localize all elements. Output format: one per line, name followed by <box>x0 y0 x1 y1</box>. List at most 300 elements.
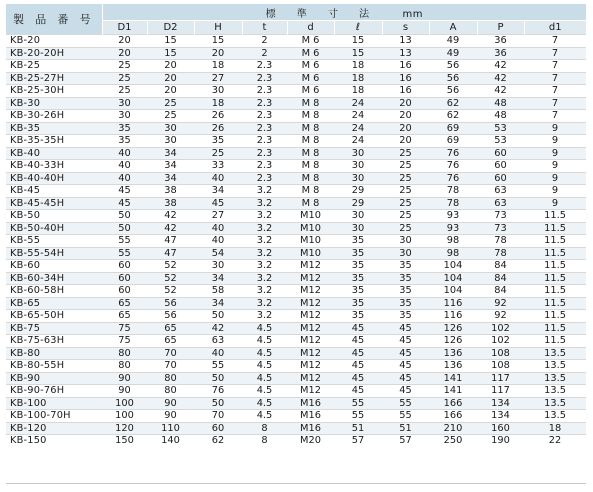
table-row <box>6 397 586 410</box>
dimension-cell: 13.5 <box>524 410 586 423</box>
dimension-cell: 48 <box>477 110 524 123</box>
table-row <box>6 185 586 198</box>
dimension-cell: 4.5 <box>242 385 287 398</box>
dimension-cell: 8 <box>242 422 287 435</box>
dimension-cell: 49 <box>429 35 477 48</box>
dimension-cell: 78 <box>477 247 524 260</box>
dimension-cell: 62 <box>429 110 477 123</box>
dimension-cell: 15 <box>194 35 242 48</box>
dimension-cell: 35 <box>334 235 382 248</box>
dimension-cell: 136 <box>429 347 477 360</box>
dimension-cell: 42 <box>147 222 194 235</box>
dimension-cell: 120 <box>102 422 147 435</box>
dimension-cell: 2.3 <box>242 72 287 85</box>
col-header-h: H <box>194 21 242 35</box>
dimension-cell: 45 <box>334 385 382 398</box>
table-row <box>6 335 586 348</box>
dimension-cell: M16 <box>287 410 334 423</box>
dimension-cell: 50 <box>102 210 147 223</box>
col-header-d2: D2 <box>147 21 194 35</box>
dimension-cell: 20 <box>147 60 194 73</box>
dimension-cell: 45 <box>382 335 429 348</box>
table-row <box>6 310 586 323</box>
table-row <box>6 97 586 110</box>
dimension-cell: 13.5 <box>524 385 586 398</box>
table-row <box>6 435 586 447</box>
dimension-cell: 15 <box>147 35 194 48</box>
dimension-cell: 126 <box>429 335 477 348</box>
standard-dims-label: 標 準 寸 法 <box>265 8 379 20</box>
dimension-cell: 9 <box>524 160 586 173</box>
dimension-cell: 11.5 <box>524 272 586 285</box>
dimension-cell: 56 <box>429 85 477 98</box>
dimension-cell: 63 <box>194 335 242 348</box>
unit-label: mm <box>402 8 423 20</box>
dimension-cell: 98 <box>429 247 477 260</box>
dimension-cell: 35 <box>382 297 429 310</box>
dimension-cell: 2.3 <box>242 60 287 73</box>
product-number-cell: KB-45 <box>6 185 102 198</box>
dimension-cell: 102 <box>477 322 524 335</box>
dimension-cell: 100 <box>102 397 147 410</box>
dimension-cell: 9 <box>524 135 586 148</box>
product-number-cell: KB-75-63H <box>6 335 102 348</box>
dimension-cell: 42 <box>477 85 524 98</box>
product-number-cell: KB-30 <box>6 97 102 110</box>
dimension-cell: 4.5 <box>242 397 287 410</box>
dimension-cell: 4.5 <box>242 322 287 335</box>
dimension-cell: M12 <box>287 360 334 373</box>
dimension-cell: 166 <box>429 410 477 423</box>
dimension-cell: M20 <box>287 435 334 447</box>
product-number-cell: KB-35-35H <box>6 135 102 148</box>
dimension-cell: 30 <box>334 160 382 173</box>
dimension-cell: 49 <box>429 47 477 60</box>
dimension-cell: 70 <box>147 347 194 360</box>
dimension-cell: 108 <box>477 360 524 373</box>
dimension-cell: 25 <box>382 172 429 185</box>
dimension-cell: 76 <box>429 147 477 160</box>
dimension-cell: 25 <box>194 147 242 160</box>
dimension-cell: 36 <box>477 47 524 60</box>
dimension-cell: 29 <box>334 185 382 198</box>
dimension-cell: 54 <box>194 247 242 260</box>
dimension-cell: 30 <box>334 210 382 223</box>
dimension-cell: 117 <box>477 372 524 385</box>
dimension-cell: 30 <box>334 172 382 185</box>
dimension-cell: 9 <box>524 185 586 198</box>
spec-table <box>6 4 586 447</box>
dimension-cell: 100 <box>102 410 147 423</box>
dimension-cell: 35 <box>334 297 382 310</box>
dimension-cell: 93 <box>429 222 477 235</box>
dimension-cell: 2.3 <box>242 85 287 98</box>
dimension-cell: 52 <box>147 285 194 298</box>
dimension-cell: 45 <box>194 197 242 210</box>
dimension-cell: 80 <box>102 360 147 373</box>
dimension-cell: 24 <box>334 97 382 110</box>
dimension-cell: 11.5 <box>524 222 586 235</box>
table-row <box>6 160 586 173</box>
dimension-cell: 30 <box>194 260 242 273</box>
dimension-cell: 30 <box>102 110 147 123</box>
product-number-cell: KB-40-40H <box>6 172 102 185</box>
dimension-cell: 42 <box>194 322 242 335</box>
dimension-cell: 13 <box>382 47 429 60</box>
dimension-cell: 126 <box>429 322 477 335</box>
dimension-cell: 55 <box>382 397 429 410</box>
dimension-cell: 9 <box>524 147 586 160</box>
dimension-cell: 9 <box>524 197 586 210</box>
table-row <box>6 285 586 298</box>
dimension-cell: 24 <box>334 122 382 135</box>
dimension-cell: 76 <box>194 385 242 398</box>
table-row <box>6 85 586 98</box>
dimension-cell: 57 <box>382 435 429 447</box>
dimension-cell: 45 <box>334 347 382 360</box>
dimension-cell: 30 <box>102 97 147 110</box>
dimension-cell: 63 <box>477 197 524 210</box>
dimension-cell: 56 <box>429 60 477 73</box>
dimension-cell: 56 <box>147 297 194 310</box>
dimension-cell: 92 <box>477 297 524 310</box>
dimension-cell: 102 <box>477 335 524 348</box>
dimension-cell: 250 <box>429 435 477 447</box>
dimension-cell: 26 <box>194 122 242 135</box>
dimension-cell: 34 <box>147 172 194 185</box>
dimension-cell: M10 <box>287 235 334 248</box>
dimension-cell: 25 <box>147 97 194 110</box>
dimension-cell: 7 <box>524 35 586 48</box>
dimension-cell: 58 <box>194 285 242 298</box>
dimension-cell: 60 <box>477 172 524 185</box>
dimension-cell: 60 <box>477 160 524 173</box>
dimension-cell: 2.3 <box>242 122 287 135</box>
dimension-cell: M 8 <box>287 147 334 160</box>
dimension-cell: 62 <box>429 97 477 110</box>
dimension-cell: 20 <box>194 47 242 60</box>
dimension-cell: 25 <box>102 72 147 85</box>
dimension-cell: 56 <box>147 310 194 323</box>
col-header-d1-small: d1 <box>524 21 586 35</box>
dimension-cell: 11.5 <box>524 335 586 348</box>
dimension-cell: 47 <box>147 235 194 248</box>
dimension-cell: 150 <box>102 435 147 447</box>
dimension-cell: 45 <box>102 197 147 210</box>
dimension-cell: M16 <box>287 397 334 410</box>
dimension-cell: 40 <box>102 160 147 173</box>
dimension-cell: 60 <box>102 260 147 273</box>
dimension-cell: 7 <box>524 97 586 110</box>
dimension-cell: 40 <box>194 347 242 360</box>
dimension-cell: 7 <box>524 110 586 123</box>
dimension-cell: 30 <box>194 85 242 98</box>
dimension-cell: 76 <box>429 160 477 173</box>
table-row <box>6 410 586 423</box>
dimension-cell: 134 <box>477 410 524 423</box>
dimension-cell: 18 <box>334 72 382 85</box>
table-row <box>6 110 586 123</box>
header-row-top <box>6 4 586 21</box>
dimension-cell: 27 <box>194 72 242 85</box>
dimension-cell: 55 <box>382 410 429 423</box>
dimension-cell: 22 <box>524 435 586 447</box>
table-row <box>6 297 586 310</box>
dimension-cell: 2.3 <box>242 160 287 173</box>
dimension-cell: 84 <box>477 260 524 273</box>
dimension-cell: 20 <box>382 135 429 148</box>
dimension-cell: M 6 <box>287 47 334 60</box>
dimension-cell: 35 <box>334 310 382 323</box>
dimension-cell: M 8 <box>287 172 334 185</box>
dimension-cell: 24 <box>334 135 382 148</box>
dimension-cell: M 6 <box>287 85 334 98</box>
dimension-cell: 18 <box>194 97 242 110</box>
dimension-cell: 2.3 <box>242 147 287 160</box>
dimension-cell: 25 <box>102 85 147 98</box>
product-number-cell: KB-65 <box>6 297 102 310</box>
dimension-cell: 9 <box>524 122 586 135</box>
dimension-cell: 84 <box>477 285 524 298</box>
dimension-cell: 20 <box>147 72 194 85</box>
dimension-cell: 13.5 <box>524 372 586 385</box>
dimension-cell: 30 <box>382 235 429 248</box>
dimension-cell: M 8 <box>287 185 334 198</box>
dimension-cell: M12 <box>287 285 334 298</box>
col-header-d: d <box>287 21 334 35</box>
col-header-d1: D1 <box>102 21 147 35</box>
dimension-cell: M10 <box>287 222 334 235</box>
dimension-cell: 65 <box>147 322 194 335</box>
dimension-cell: 30 <box>334 222 382 235</box>
table-row <box>6 322 586 335</box>
dimension-cell: 136 <box>429 360 477 373</box>
dimension-cell: 42 <box>477 60 524 73</box>
dimension-cell: 53 <box>477 122 524 135</box>
dimension-cell: 30 <box>147 135 194 148</box>
dimension-cell: 20 <box>147 85 194 98</box>
dimension-cell: 75 <box>102 322 147 335</box>
dimension-cell: 3.2 <box>242 297 287 310</box>
table-row <box>6 360 586 373</box>
table-row <box>6 235 586 248</box>
product-number-cell: KB-80 <box>6 347 102 360</box>
product-number-cell: KB-55-54H <box>6 247 102 260</box>
product-number-cell: KB-40 <box>6 147 102 160</box>
table-row <box>6 35 586 48</box>
dimension-cell: 45 <box>382 385 429 398</box>
dimension-cell: 40 <box>102 172 147 185</box>
dimension-cell: 11.5 <box>524 310 586 323</box>
table-row <box>6 72 586 85</box>
dimension-cell: 45 <box>334 335 382 348</box>
dimension-cell: 190 <box>477 435 524 447</box>
dimension-cell: 11.5 <box>524 260 586 273</box>
dimension-cell: 27 <box>194 210 242 223</box>
dimension-cell: 45 <box>382 347 429 360</box>
product-number-cell: KB-60-58H <box>6 285 102 298</box>
table-row <box>6 260 586 273</box>
dimension-cell: 13.5 <box>524 360 586 373</box>
dimension-cell: 11.5 <box>524 235 586 248</box>
dimension-cell: 3.2 <box>242 210 287 223</box>
dimension-cell: M12 <box>287 260 334 273</box>
dimension-cell: M16 <box>287 422 334 435</box>
dimension-cell: 55 <box>102 247 147 260</box>
dimension-cell: 60 <box>477 147 524 160</box>
dimension-cell: 116 <box>429 297 477 310</box>
dimension-cell: 18 <box>334 60 382 73</box>
dimension-cell: 104 <box>429 260 477 273</box>
dimension-cell: 65 <box>102 297 147 310</box>
dimension-cell: 40 <box>102 147 147 160</box>
dimension-cell: 35 <box>334 247 382 260</box>
dimension-cell: 141 <box>429 385 477 398</box>
dimension-cell: 2.3 <box>242 172 287 185</box>
product-number-cell: KB-60 <box>6 260 102 273</box>
dimension-cell: M12 <box>287 272 334 285</box>
dimension-cell: 47 <box>147 247 194 260</box>
dimension-cell: 3.2 <box>242 310 287 323</box>
dimension-cell: 13 <box>382 35 429 48</box>
dimension-cell: 48 <box>477 97 524 110</box>
dimension-cell: 160 <box>477 422 524 435</box>
dimension-cell: 90 <box>147 397 194 410</box>
product-number-cell: KB-55 <box>6 235 102 248</box>
dimension-cell: M 8 <box>287 110 334 123</box>
dimension-cell: 98 <box>429 235 477 248</box>
dimension-cell: 7 <box>524 85 586 98</box>
product-number-cell: KB-90-76H <box>6 385 102 398</box>
dimension-cell: 3.2 <box>242 222 287 235</box>
dimension-cell: 34 <box>194 297 242 310</box>
dimension-cell: 80 <box>147 385 194 398</box>
table-bottom-rule <box>6 483 586 484</box>
dimension-cell: M 6 <box>287 72 334 85</box>
product-number-cell: KB-25 <box>6 60 102 73</box>
product-number-cell: KB-50-40H <box>6 222 102 235</box>
dimension-cell: 166 <box>429 397 477 410</box>
dimension-cell: 40 <box>194 235 242 248</box>
dimension-cell: M 8 <box>287 160 334 173</box>
dimension-cell: 69 <box>429 135 477 148</box>
product-number-cell: KB-20-20H <box>6 47 102 60</box>
table-row <box>6 135 586 148</box>
dimension-cell: 34 <box>194 272 242 285</box>
dimension-cell: 140 <box>147 435 194 447</box>
dimension-cell: 4.5 <box>242 410 287 423</box>
dimension-cell: 116 <box>429 310 477 323</box>
table-row <box>6 272 586 285</box>
dimension-cell: 35 <box>334 272 382 285</box>
dimension-cell: 15 <box>334 47 382 60</box>
dimension-cell: 69 <box>429 122 477 135</box>
dimension-cell: 76 <box>429 172 477 185</box>
dimension-cell: 4.5 <box>242 347 287 360</box>
product-number-cell: KB-150 <box>6 435 102 447</box>
dimension-cell: 40 <box>194 222 242 235</box>
dimension-cell: 35 <box>102 122 147 135</box>
dimension-cell: 3.2 <box>242 235 287 248</box>
table-row <box>6 172 586 185</box>
product-number-cell: KB-100-70H <box>6 410 102 423</box>
dimension-cell: M 8 <box>287 97 334 110</box>
dimension-cell: 55 <box>194 360 242 373</box>
dimension-cell: 7 <box>524 47 586 60</box>
dimension-cell: 65 <box>102 310 147 323</box>
dimension-cell: 73 <box>477 210 524 223</box>
dimension-cell: 7 <box>524 60 586 73</box>
dimension-cell: 55 <box>334 397 382 410</box>
product-number-cell: KB-25-30H <box>6 85 102 98</box>
dimension-cell: 50 <box>194 397 242 410</box>
dimension-cell: 141 <box>429 372 477 385</box>
dimension-cell: M12 <box>287 335 334 348</box>
dimension-cell: 35 <box>102 135 147 148</box>
dimension-cell: 50 <box>102 222 147 235</box>
dimension-cell: 34 <box>194 185 242 198</box>
product-number-cell: KB-75 <box>6 322 102 335</box>
table-row <box>6 222 586 235</box>
dimension-cell: 18 <box>334 85 382 98</box>
table-row <box>6 385 586 398</box>
dimension-cell: M12 <box>287 385 334 398</box>
dimension-cell: 210 <box>429 422 477 435</box>
product-number-cell: KB-30-26H <box>6 110 102 123</box>
dimension-cell: 75 <box>102 335 147 348</box>
dimension-cell: 24 <box>334 110 382 123</box>
dimension-cell: 3.2 <box>242 260 287 273</box>
dimension-cell: 70 <box>194 410 242 423</box>
dimension-cell: M 6 <box>287 35 334 48</box>
dimension-cell: 25 <box>382 160 429 173</box>
dimension-cell: M12 <box>287 297 334 310</box>
dimension-cell: 20 <box>382 110 429 123</box>
dimension-cell: 30 <box>334 147 382 160</box>
dimension-cell: 73 <box>477 222 524 235</box>
dimension-cell: 11.5 <box>524 297 586 310</box>
product-number-header: 製 品 番 号 <box>6 4 102 35</box>
dimension-cell: 18 <box>194 60 242 73</box>
dimension-cell: 104 <box>429 285 477 298</box>
table-row <box>6 372 586 385</box>
dimension-cell: 8 <box>242 435 287 447</box>
col-header-s: s <box>382 21 429 35</box>
table-row <box>6 422 586 435</box>
dimension-cell: 35 <box>382 272 429 285</box>
dimension-cell: 30 <box>382 247 429 260</box>
table-row <box>6 347 586 360</box>
dimension-cell: 25 <box>382 147 429 160</box>
dimension-cell: 38 <box>147 197 194 210</box>
table-row <box>6 47 586 60</box>
dimension-cell: 110 <box>147 422 194 435</box>
dimension-cell: M 8 <box>287 197 334 210</box>
table-row <box>6 247 586 260</box>
dimension-cell: 90 <box>147 410 194 423</box>
dimension-cell: 50 <box>194 372 242 385</box>
product-number-cell: KB-120 <box>6 422 102 435</box>
col-header-p: P <box>477 21 524 35</box>
dimension-cell: 40 <box>194 172 242 185</box>
table-row <box>6 122 586 135</box>
dimension-cell: 93 <box>429 210 477 223</box>
table-body <box>6 35 586 447</box>
dimension-cell: 42 <box>477 72 524 85</box>
dimension-cell: 2.3 <box>242 97 287 110</box>
dimension-cell: 57 <box>334 435 382 447</box>
dimension-cell: 9 <box>524 172 586 185</box>
